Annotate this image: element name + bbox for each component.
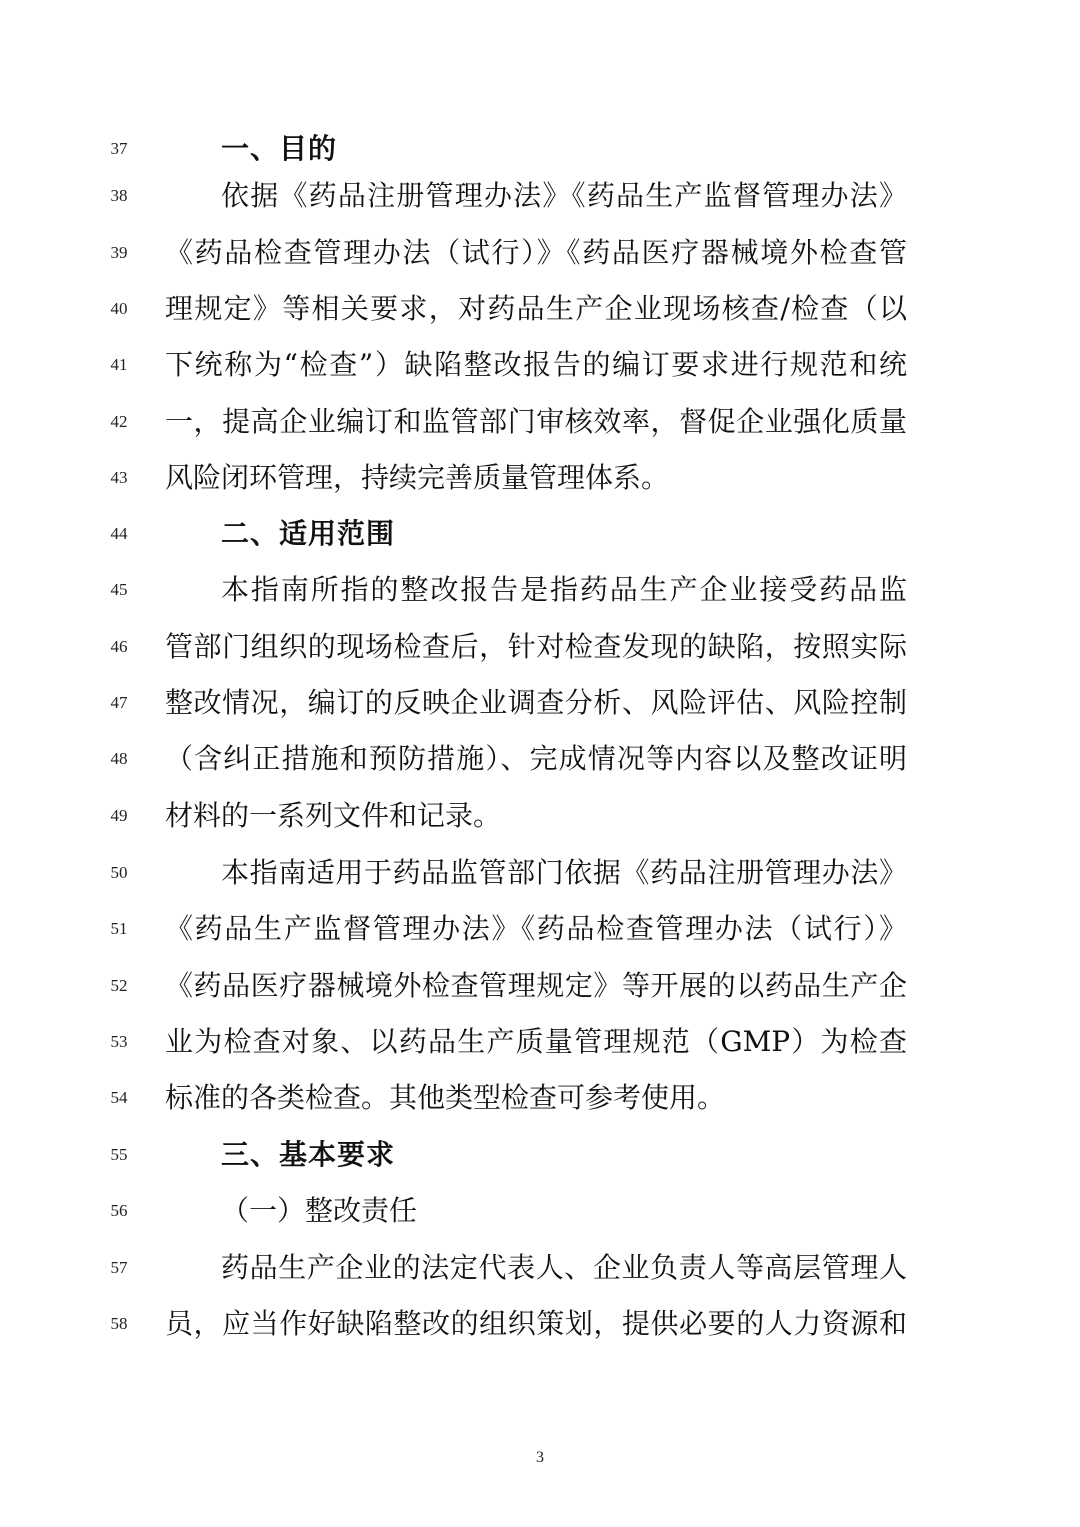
- paragraph-line: 标准的各类检查。其他类型检查可参考使用。: [165, 1081, 726, 1114]
- line-number: 51: [110, 919, 128, 938]
- line-54: [0, 1070, 1080, 1126]
- line-number: 47: [110, 693, 128, 712]
- section-heading-basic-requirements: 三、基本要求: [221, 1138, 396, 1171]
- paragraph-line: 管部门组织的现场检查后，针对检查发现的缺陷，按照实际: [165, 630, 907, 663]
- line-44: [0, 506, 1080, 562]
- line-number: 39: [110, 243, 128, 262]
- line-55: [0, 1127, 1080, 1183]
- line-number: 48: [110, 749, 128, 768]
- line-41: [0, 337, 1080, 393]
- paragraph-line: 依据《药品注册管理办法》《药品生产监督管理办法》: [221, 179, 907, 212]
- line-number: 40: [110, 299, 128, 318]
- paragraph-line: 下统称为“检查”）缺陷整改报告的编订要求进行规范和统: [165, 348, 907, 381]
- line-49: [0, 788, 1080, 844]
- line-52: [0, 958, 1080, 1014]
- line-51: [0, 901, 1080, 957]
- paragraph-line: 材料的一系列文件和记录。: [165, 799, 502, 832]
- line-number: 53: [110, 1032, 128, 1051]
- paragraph-line: 业为检查对象、以药品生产质量管理规范（GMP）为检查: [165, 1025, 907, 1058]
- section-heading-purpose: 一、目的: [221, 132, 338, 165]
- paragraph-line: 理规定》等相关要求，对药品生产企业现场核查/检查（以: [165, 292, 907, 325]
- subsection-heading-responsibility: （一）整改责任: [221, 1194, 418, 1227]
- line-47: [0, 675, 1080, 731]
- line-43: [0, 450, 1080, 506]
- line-45: [0, 562, 1080, 618]
- line-number: 52: [110, 976, 128, 995]
- line-39: [0, 225, 1080, 281]
- line-48: [0, 731, 1080, 787]
- line-number: 46: [110, 637, 128, 656]
- line-number: 42: [110, 412, 128, 431]
- line-number: 49: [110, 806, 128, 825]
- line-40: [0, 281, 1080, 337]
- line-number: 58: [110, 1314, 128, 1333]
- line-46: [0, 619, 1080, 675]
- paragraph-line: 本指南适用于药品监管部门依据《药品注册管理办法》: [221, 856, 907, 889]
- line-number: 57: [110, 1258, 128, 1277]
- line-56: [0, 1183, 1080, 1239]
- paragraph-line: 一，提高企业编订和监管部门审核效率，督促企业强化质量: [165, 405, 907, 438]
- line-number: 38: [110, 186, 128, 205]
- line-53: [0, 1014, 1080, 1070]
- line-number: 43: [110, 468, 128, 487]
- paragraph-line: 《药品医疗器械境外检查管理规定》等开展的以药品生产企: [165, 969, 907, 1002]
- section-heading-scope: 二、适用范围: [221, 517, 396, 550]
- paragraph-line: 风险闭环管理，持续完善质量管理体系。: [165, 461, 670, 494]
- line-number: 54: [110, 1088, 128, 1107]
- paragraph-line: 《药品生产监督管理办法》《药品检查管理办法（试行）》: [165, 912, 907, 945]
- paragraph-line: 药品生产企业的法定代表人、企业负责人等高层管理人: [221, 1251, 907, 1284]
- line-number: 41: [110, 355, 128, 374]
- paragraph-line: 员，应当作好缺陷整改的组织策划，提供必要的人力资源和: [165, 1307, 907, 1340]
- line-57: [0, 1240, 1080, 1296]
- line-number: 44: [110, 524, 128, 543]
- line-number: 37: [110, 139, 128, 158]
- line-number: 50: [110, 863, 128, 882]
- line-58: [0, 1296, 1080, 1352]
- line-number: 55: [110, 1145, 128, 1164]
- paragraph-line: 整改情况，编订的反映企业调查分析、风险评估、风险控制: [165, 686, 907, 719]
- page-number: 3: [536, 1449, 544, 1466]
- line-number: 56: [110, 1201, 128, 1220]
- line-number: 45: [110, 580, 128, 599]
- paragraph-line: （含纠正措施和预防措施）、完成情况等内容以及整改证明: [165, 742, 907, 775]
- paragraph-line: 本指南所指的整改报告是指药品生产企业接受药品监: [221, 573, 907, 606]
- line-50: [0, 845, 1080, 901]
- paragraph-line: 《药品检查管理办法（试行）》《药品医疗器械境外检查管: [165, 236, 907, 269]
- line-38: [0, 168, 1080, 224]
- line-42: [0, 394, 1080, 450]
